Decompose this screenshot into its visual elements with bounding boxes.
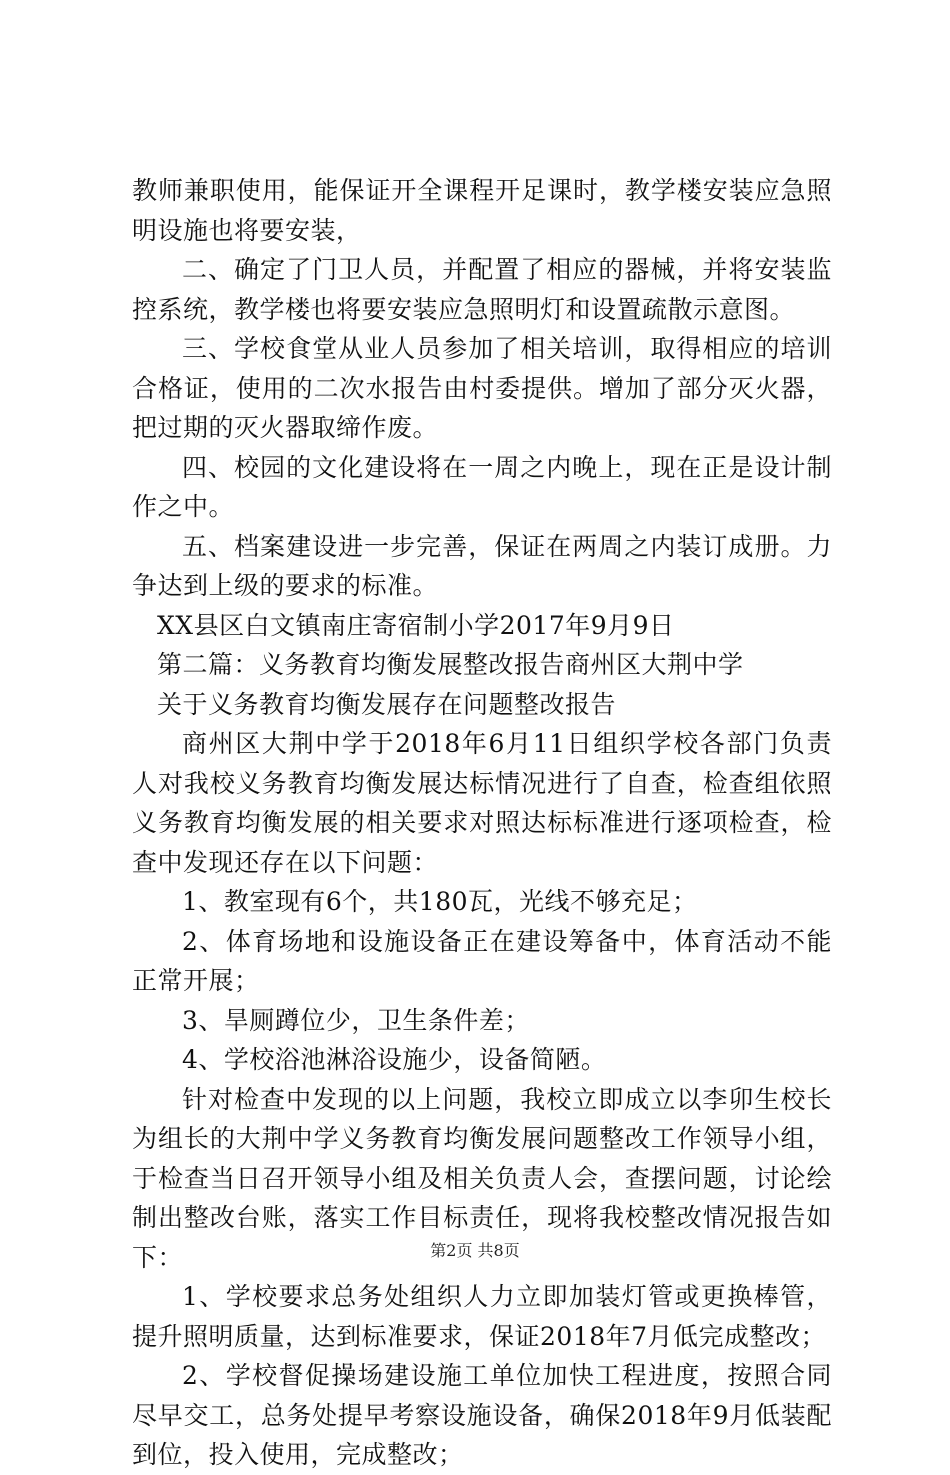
list-item: 3、旱厕蹲位少，卫生条件差； [182, 1005, 530, 1035]
list-item: 1、学校要求总务处组织人力立即加装灯管或更换棒管，提升照明质量，达到标准要求，保证2018年7月低完成整改； [132, 1282, 832, 1351]
list-item: 4、学校浴池淋浴设施少，设备简陋。 [182, 1045, 607, 1074]
signature-line: XX县区白文镇南庄寄宿制小学2017年9月9日 [157, 610, 675, 640]
paragraph: 五、档案建设进一步完善，保证在两周之内装订成册。力争达到上级的要求的标准。 [132, 531, 832, 600]
paragraph: 二、确定了门卫人员，并配置了相应的器械，并将安装监控系统，教学楼也将要安装应急照明灯和设置疏散示意图。 [132, 255, 832, 324]
paragraph: 三、学校食堂从业人员参加了相关培训，取得相应的培训合格证，使用的二次水报告由村委提供。增加了部分灭火器，把过期的灭火器取缔作废。 [132, 334, 832, 442]
section-heading: 第二篇：义务教育均衡发展整改报告商州区大荆中学 [157, 650, 744, 679]
page-number-label: 第2页 共8页 [430, 1241, 520, 1260]
list-item: 1、教室现有6个，共180瓦，光线不够充足； [182, 887, 698, 916]
paragraph: 四、校园的文化建设将在一周之内晚上，现在正是设计制作之中。 [132, 452, 832, 521]
document-body [132, 171, 832, 1475]
page-footer [0, 1238, 950, 1261]
list-item: 2、学校督促操场建设施工单位加快工程进度，按照合同尽早交工，总务处提早考察设施设备，确保2018年9月低装配到位，投入使用，完成整改； [132, 1361, 832, 1469]
report-title: 关于义务教育均衡发展存在问题整改报告 [157, 689, 617, 719]
paragraph: 针对检查中发现的以上问题，我校立即成立以李卯生校长为组长的大荆中学义务教育均衡发展问题整改工作领导小组，于检查当日召开领导小组及相关负责人会，查摆问题，讨论绘制出整改台账，落实工作目标责任，现将我校整改情况报告如下： [132, 1084, 832, 1272]
paragraph: 商州区大荆中学于2018年6月11日组织学校各部门负责人对我校义务教育均衡发展达标情况进行了自查，检查组依照义务教育均衡发展的相关要求对照达标标准进行逐项检查，检查中发现还存在以下问题： [132, 729, 832, 877]
list-item: 2、体育场地和设施设备正在建设筹备中，体育活动不能正常开展； [132, 926, 832, 995]
paragraph: 教师兼职使用，能保证开全课程开足课时，教学楼安装应急照明设施也将要安装， [132, 176, 832, 245]
